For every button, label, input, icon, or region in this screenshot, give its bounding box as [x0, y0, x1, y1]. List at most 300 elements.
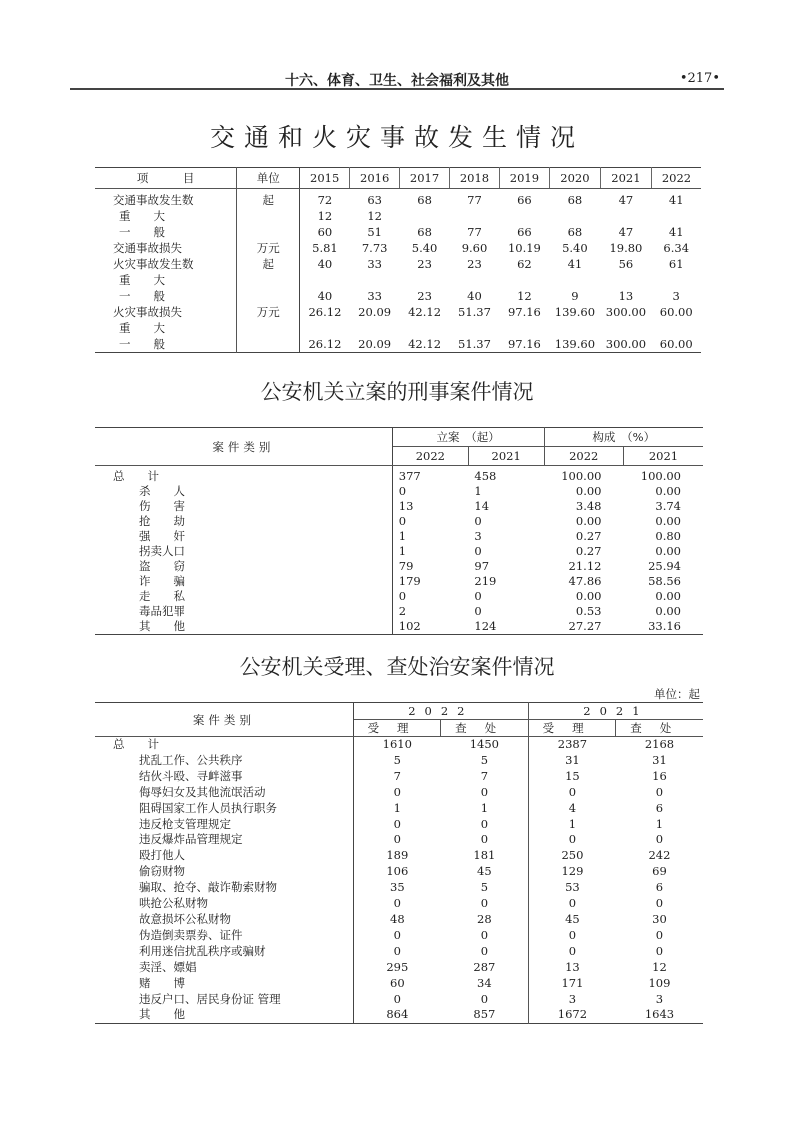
- cell-value: 10.19: [507, 241, 541, 255]
- col-header-category: 案件类别: [95, 428, 392, 466]
- table-row: [95, 288, 701, 304]
- table3-title: 公安机关受理、查处治安案件情况: [239, 655, 555, 679]
- cell-value: 60: [390, 975, 405, 990]
- cell-value: 0: [480, 784, 489, 799]
- table-row: [95, 484, 703, 499]
- cell-value: 26.12: [308, 337, 342, 351]
- cell-value: 60.00: [659, 337, 693, 351]
- cell-value: 41: [668, 193, 684, 207]
- table-row: [95, 928, 703, 944]
- cell-value: 0: [528, 928, 616, 944]
- cell-value: 5.40: [562, 241, 588, 255]
- table-row: [95, 189, 701, 209]
- table-row: [95, 304, 701, 320]
- col-header-year: 2021: [468, 447, 544, 466]
- row-label: 交通事故损失: [113, 241, 182, 255]
- table-row: [95, 256, 701, 272]
- cell-value: 2387: [528, 737, 616, 753]
- cell-value: 66: [517, 225, 532, 239]
- col-header-handled: 查处: [441, 720, 529, 737]
- cell-value: 97.16: [507, 337, 541, 351]
- row-label: 赌 博: [95, 976, 353, 992]
- cell-value: 0: [480, 896, 489, 911]
- cell-value: 62: [517, 257, 532, 271]
- cell-value: 1: [480, 800, 489, 815]
- cell-value: 12: [517, 289, 532, 303]
- cell-value: 5: [480, 752, 489, 767]
- cell-value: 5.40: [411, 241, 438, 255]
- row-label: 阻碍国家工作人员执行职务: [95, 801, 353, 817]
- row-label: 重 大: [119, 273, 165, 287]
- cell-value: 0: [528, 944, 616, 960]
- cell-value: 0: [528, 832, 616, 848]
- col-header-year: 2015: [300, 168, 350, 189]
- cell-value: [450, 272, 500, 288]
- cell-value: 1: [398, 544, 407, 558]
- cell-value: 0: [528, 785, 616, 801]
- cell-value: [600, 208, 651, 224]
- table-row: [95, 544, 703, 559]
- cell-value: 0: [398, 589, 407, 603]
- row-label: 殴打他人: [95, 848, 353, 864]
- cell-value: 5.81: [312, 241, 338, 255]
- cell-value: 0: [393, 896, 401, 911]
- cell-value: 19.80: [609, 241, 643, 255]
- cell-value: 68: [567, 193, 583, 207]
- cell-value: 0: [480, 943, 489, 958]
- cell-value: 3: [528, 992, 616, 1008]
- cell-value: 61: [668, 257, 684, 271]
- cell-value: 1: [474, 484, 482, 498]
- cell-value: 0: [655, 927, 664, 942]
- cell-value: 0: [393, 991, 401, 1006]
- cell-value: 857: [473, 1007, 496, 1022]
- table-row: [95, 817, 703, 833]
- table-row: [95, 240, 701, 256]
- cell-value: 0.27: [575, 544, 602, 558]
- cell-value: 102: [398, 619, 421, 633]
- cell-value: 3: [672, 289, 680, 303]
- cell-value: 26.12: [308, 305, 342, 319]
- cell-value: 100.00: [561, 469, 602, 483]
- row-label: 总 计: [95, 466, 392, 485]
- cell-value: 0: [393, 832, 401, 847]
- cell-value: 106: [386, 864, 409, 879]
- cell-value: 33.16: [648, 619, 681, 633]
- page-number: •217•: [679, 71, 720, 86]
- cell-value: 35: [390, 880, 405, 895]
- row-label: 抢 劫: [95, 514, 392, 529]
- col-header-handled: 查处: [616, 720, 703, 737]
- cell-value: 458: [474, 469, 497, 483]
- col-header-year: 2017: [400, 168, 450, 189]
- cell-value: [450, 208, 500, 224]
- row-label: 偷窃财物: [95, 864, 353, 880]
- cell-value: 6.34: [663, 241, 690, 255]
- cell-value: 5: [393, 752, 401, 767]
- cell-value: 0: [393, 927, 401, 942]
- table-row: [95, 896, 703, 912]
- cell-value: 0.00: [655, 514, 681, 528]
- cell-value: 13: [398, 499, 414, 513]
- row-unit: [237, 208, 300, 224]
- table-row: [95, 514, 703, 529]
- cell-value: 219: [474, 574, 497, 588]
- row-label: 毒品犯罪: [95, 604, 392, 619]
- cell-value: 45: [528, 912, 616, 928]
- cell-value: 79: [398, 559, 414, 573]
- cell-value: [600, 320, 651, 336]
- table-row: [95, 574, 703, 589]
- cell-value: 12: [367, 209, 382, 223]
- cell-value: 41: [668, 225, 684, 239]
- row-label: 一 般: [119, 337, 165, 351]
- cell-value: 0: [393, 784, 401, 799]
- cell-value: 33: [367, 257, 382, 271]
- cell-value: 124: [474, 619, 497, 633]
- col-header-year: 2022: [544, 447, 623, 466]
- row-label: 侮辱妇女及其他流氓活动: [95, 785, 353, 801]
- cell-value: 34: [477, 975, 492, 990]
- cell-value: 0: [655, 832, 664, 847]
- cell-value: 3.48: [575, 499, 602, 513]
- cell-value: 1: [528, 817, 616, 833]
- cell-value: 68: [417, 193, 432, 207]
- col-group-year: 2022: [353, 703, 528, 720]
- cell-value: [300, 272, 350, 288]
- row-label: 骗取、抢夺、敲诈勒索财物: [95, 880, 353, 896]
- cell-value: 56: [618, 257, 634, 271]
- cell-value: 7.73: [361, 241, 388, 255]
- cell-value: 31: [652, 752, 667, 767]
- cell-value: 4: [528, 801, 616, 817]
- table2-title: 公安机关立案的刑事案件情况: [260, 380, 534, 404]
- table-row: [95, 785, 703, 801]
- cell-value: 0.00: [575, 589, 602, 603]
- cell-value: 1672: [528, 1007, 616, 1023]
- cell-value: 7: [393, 768, 401, 783]
- table-row: [95, 336, 701, 353]
- row-label: 一 般: [119, 225, 165, 239]
- table-row: [95, 1007, 703, 1023]
- cell-value: [651, 208, 701, 224]
- public-security-cases-table: [95, 702, 703, 1024]
- col-header-year: 2019: [499, 168, 549, 189]
- row-unit: 起: [237, 189, 300, 209]
- cell-value: 6: [655, 800, 664, 815]
- cell-value: 3: [655, 991, 664, 1006]
- cell-value: 1610: [382, 737, 412, 751]
- cell-value: 0: [655, 943, 664, 958]
- cell-value: 14: [474, 499, 490, 513]
- cell-value: [499, 272, 549, 288]
- row-unit: [237, 224, 300, 240]
- cell-value: 6: [655, 880, 664, 895]
- cell-value: 171: [528, 976, 616, 992]
- cell-value: [450, 320, 500, 336]
- traffic-fire-accidents-table: [95, 167, 701, 353]
- row-label: 交通事故发生数: [113, 193, 194, 207]
- table-row: [95, 832, 703, 848]
- table-row: [95, 208, 701, 224]
- row-label: 强 奸: [95, 529, 392, 544]
- cell-value: 97: [474, 559, 490, 573]
- cell-value: 12: [652, 959, 667, 974]
- col-header-year: 2021: [623, 447, 703, 466]
- cell-value: 40: [467, 289, 482, 303]
- cell-value: 250: [528, 848, 616, 864]
- cell-value: 0.00: [575, 514, 602, 528]
- cell-value: 68: [567, 225, 583, 239]
- table-row: [95, 619, 703, 635]
- cell-value: 16: [652, 768, 667, 783]
- cell-value: 15: [528, 769, 616, 785]
- col-group-year: 2021: [528, 703, 703, 720]
- cell-value: 3.74: [655, 499, 681, 513]
- row-unit: 万元: [237, 240, 300, 256]
- cell-value: [499, 208, 549, 224]
- table-row: [95, 848, 703, 864]
- table-row: [95, 499, 703, 514]
- cell-value: 0.80: [655, 529, 681, 543]
- cell-value: 42.12: [408, 305, 442, 319]
- cell-value: 0: [655, 896, 664, 911]
- chapter-title: 十六、体育、卫生、社会福利及其他: [285, 73, 509, 89]
- cell-value: [350, 320, 400, 336]
- row-label: 违反枪支管理规定: [95, 817, 353, 833]
- cell-value: [549, 320, 600, 336]
- cell-value: 9.60: [461, 241, 488, 255]
- cell-value: [499, 320, 549, 336]
- col-header-accepted: 受理: [353, 720, 441, 737]
- row-label: 扰乱工作、公共秩序: [95, 753, 353, 769]
- criminal-cases-table: [95, 427, 703, 635]
- cell-value: 377: [398, 469, 421, 483]
- cell-value: [350, 272, 400, 288]
- running-header: [70, 70, 724, 90]
- col-group-cases: 立案 （起）: [392, 428, 544, 447]
- row-unit: [237, 272, 300, 288]
- cell-value: 77: [467, 225, 482, 239]
- cell-value: 21.12: [568, 559, 602, 573]
- cell-value: 31: [528, 753, 616, 769]
- cell-value: 181: [473, 848, 496, 863]
- row-unit: [237, 288, 300, 304]
- cell-value: 0: [474, 604, 482, 618]
- cell-value: 51: [367, 225, 382, 239]
- cell-value: 2168: [644, 737, 675, 751]
- cell-value: 1: [398, 529, 407, 543]
- row-unit: [237, 336, 300, 353]
- row-label: 伪造倒卖票券、证件: [95, 928, 353, 944]
- row-label: 拐卖人口: [95, 544, 392, 559]
- row-label: 火灾事故损失: [113, 305, 182, 319]
- table-row: [95, 880, 703, 896]
- cell-value: 69: [652, 864, 667, 879]
- cell-value: 12: [317, 209, 333, 223]
- table-row: [95, 737, 703, 753]
- table-row: [95, 801, 703, 817]
- cell-value: 9: [571, 289, 579, 303]
- table-row: [95, 224, 701, 240]
- cell-value: 0: [393, 943, 401, 958]
- cell-value: 48: [390, 911, 405, 926]
- cell-value: 66: [517, 193, 532, 207]
- row-label: 火灾事故发生数: [113, 257, 194, 271]
- cell-value: 60: [317, 225, 333, 239]
- cell-value: 40: [317, 289, 333, 303]
- cell-value: 295: [386, 959, 409, 974]
- table-row: [95, 864, 703, 880]
- cell-value: 42.12: [408, 337, 442, 351]
- cell-value: 28: [477, 911, 492, 926]
- row-label: 伤 害: [95, 499, 392, 514]
- cell-value: 47: [618, 225, 634, 239]
- row-label: 一 般: [119, 289, 165, 303]
- table-row: [95, 976, 703, 992]
- unit-note: 单位：起: [654, 687, 700, 701]
- cell-value: 109: [648, 975, 671, 990]
- col-header-item: 项 目: [95, 168, 237, 189]
- cell-value: 0.00: [655, 589, 681, 603]
- row-label: 重 大: [119, 209, 165, 223]
- row-label: 杀 人: [95, 484, 392, 499]
- table-row: [95, 604, 703, 619]
- cell-value: 0: [474, 544, 482, 558]
- row-label: 其 他: [95, 619, 392, 635]
- cell-value: 72: [317, 193, 333, 207]
- row-unit: [237, 320, 300, 336]
- table-row: [95, 466, 703, 485]
- col-header-year: 2022: [651, 168, 701, 189]
- cell-value: 33: [367, 289, 382, 303]
- cell-value: [549, 208, 600, 224]
- row-label: 违反户口、居民身份证 管理: [95, 992, 353, 1008]
- col-header-accepted: 受理: [528, 720, 616, 737]
- row-label: 重 大: [119, 321, 165, 335]
- cell-value: 53: [528, 880, 616, 896]
- cell-value: [600, 272, 651, 288]
- col-header-category: 案件类别: [95, 703, 353, 737]
- cell-value: 0: [474, 514, 482, 528]
- cell-value: 0.53: [575, 604, 602, 618]
- row-label: 哄抢公私财物: [95, 896, 353, 912]
- row-label: 违反爆炸品管理规定: [95, 832, 353, 848]
- cell-value: [400, 208, 450, 224]
- cell-value: 0: [393, 816, 401, 831]
- cell-value: 23: [417, 289, 432, 303]
- col-header-year: 2018: [450, 168, 500, 189]
- cell-value: 129: [528, 864, 616, 880]
- cell-value: 60.00: [659, 305, 693, 319]
- row-label: 盗 窃: [95, 559, 392, 574]
- cell-value: [400, 272, 450, 288]
- table2-header-row-1: [95, 428, 703, 447]
- cell-value: 63: [367, 193, 382, 207]
- cell-value: 139.60: [554, 305, 596, 319]
- table-row: [95, 769, 703, 785]
- cell-value: 0: [474, 589, 482, 603]
- cell-value: 1643: [644, 1007, 675, 1022]
- cell-value: 287: [473, 959, 496, 974]
- cell-value: 68: [417, 225, 432, 239]
- row-label: 故意损坏公私财物: [95, 912, 353, 928]
- cell-value: [400, 320, 450, 336]
- table-row: [95, 960, 703, 976]
- row-label: 利用迷信扰乱秩序或骗财: [95, 944, 353, 960]
- row-unit: 万元: [237, 304, 300, 320]
- cell-value: 27.27: [568, 619, 602, 633]
- table-row: [95, 529, 703, 544]
- cell-value: 0.27: [575, 529, 602, 543]
- table-row: [95, 912, 703, 928]
- cell-value: 45: [477, 864, 492, 879]
- cell-value: 0: [528, 896, 616, 912]
- cell-value: 20.09: [358, 337, 392, 351]
- cell-value: 97.16: [507, 305, 541, 319]
- table-row: [95, 589, 703, 604]
- table-row: [95, 272, 701, 288]
- cell-value: 77: [467, 193, 482, 207]
- cell-value: 0: [480, 816, 489, 831]
- table3-header-row-1: [95, 703, 703, 720]
- table-row: [95, 559, 703, 574]
- cell-value: 51.37: [458, 337, 491, 351]
- cell-value: 0: [655, 784, 664, 799]
- col-header-year: 2022: [392, 447, 468, 466]
- cell-value: 1450: [469, 737, 499, 751]
- cell-value: 0: [398, 514, 407, 528]
- cell-value: 13: [528, 960, 616, 976]
- cell-value: 0.00: [575, 484, 602, 498]
- col-group-share: 构成 （%）: [544, 428, 703, 447]
- row-unit: 起: [237, 256, 300, 272]
- cell-value: 3: [474, 529, 482, 543]
- col-header-year: 2020: [549, 168, 600, 189]
- table-row: [95, 753, 703, 769]
- cell-value: 0: [480, 927, 489, 942]
- cell-value: [300, 320, 350, 336]
- cell-value: 20.09: [358, 305, 392, 319]
- row-label: 诈 骗: [95, 574, 392, 589]
- cell-value: 0.00: [655, 604, 681, 618]
- col-header-unit: 单位: [237, 168, 300, 189]
- row-label: 其 他: [95, 1007, 353, 1023]
- cell-value: 51.37: [458, 305, 491, 319]
- cell-value: 23: [467, 257, 482, 271]
- cell-value: 47.86: [568, 574, 602, 588]
- cell-value: 864: [386, 1007, 409, 1022]
- table-row: [95, 320, 701, 336]
- cell-value: 0.00: [655, 544, 681, 558]
- cell-value: 2: [398, 604, 407, 618]
- row-label: 总 计: [95, 737, 353, 753]
- col-header-year: 2021: [600, 168, 651, 189]
- cell-value: 58.56: [648, 574, 681, 588]
- cell-value: 30: [652, 911, 667, 926]
- cell-value: 300.00: [605, 337, 647, 351]
- cell-value: 0: [480, 832, 489, 847]
- cell-value: 189: [386, 848, 409, 863]
- row-label: 走 私: [95, 589, 392, 604]
- cell-value: 0.00: [655, 484, 681, 498]
- cell-value: 23: [417, 257, 432, 271]
- cell-value: 139.60: [554, 337, 596, 351]
- table-row: [95, 992, 703, 1008]
- cell-value: 41: [567, 257, 583, 271]
- table1-title: 交通和火灾事故发生情况: [209, 123, 584, 152]
- cell-value: 25.94: [648, 559, 681, 573]
